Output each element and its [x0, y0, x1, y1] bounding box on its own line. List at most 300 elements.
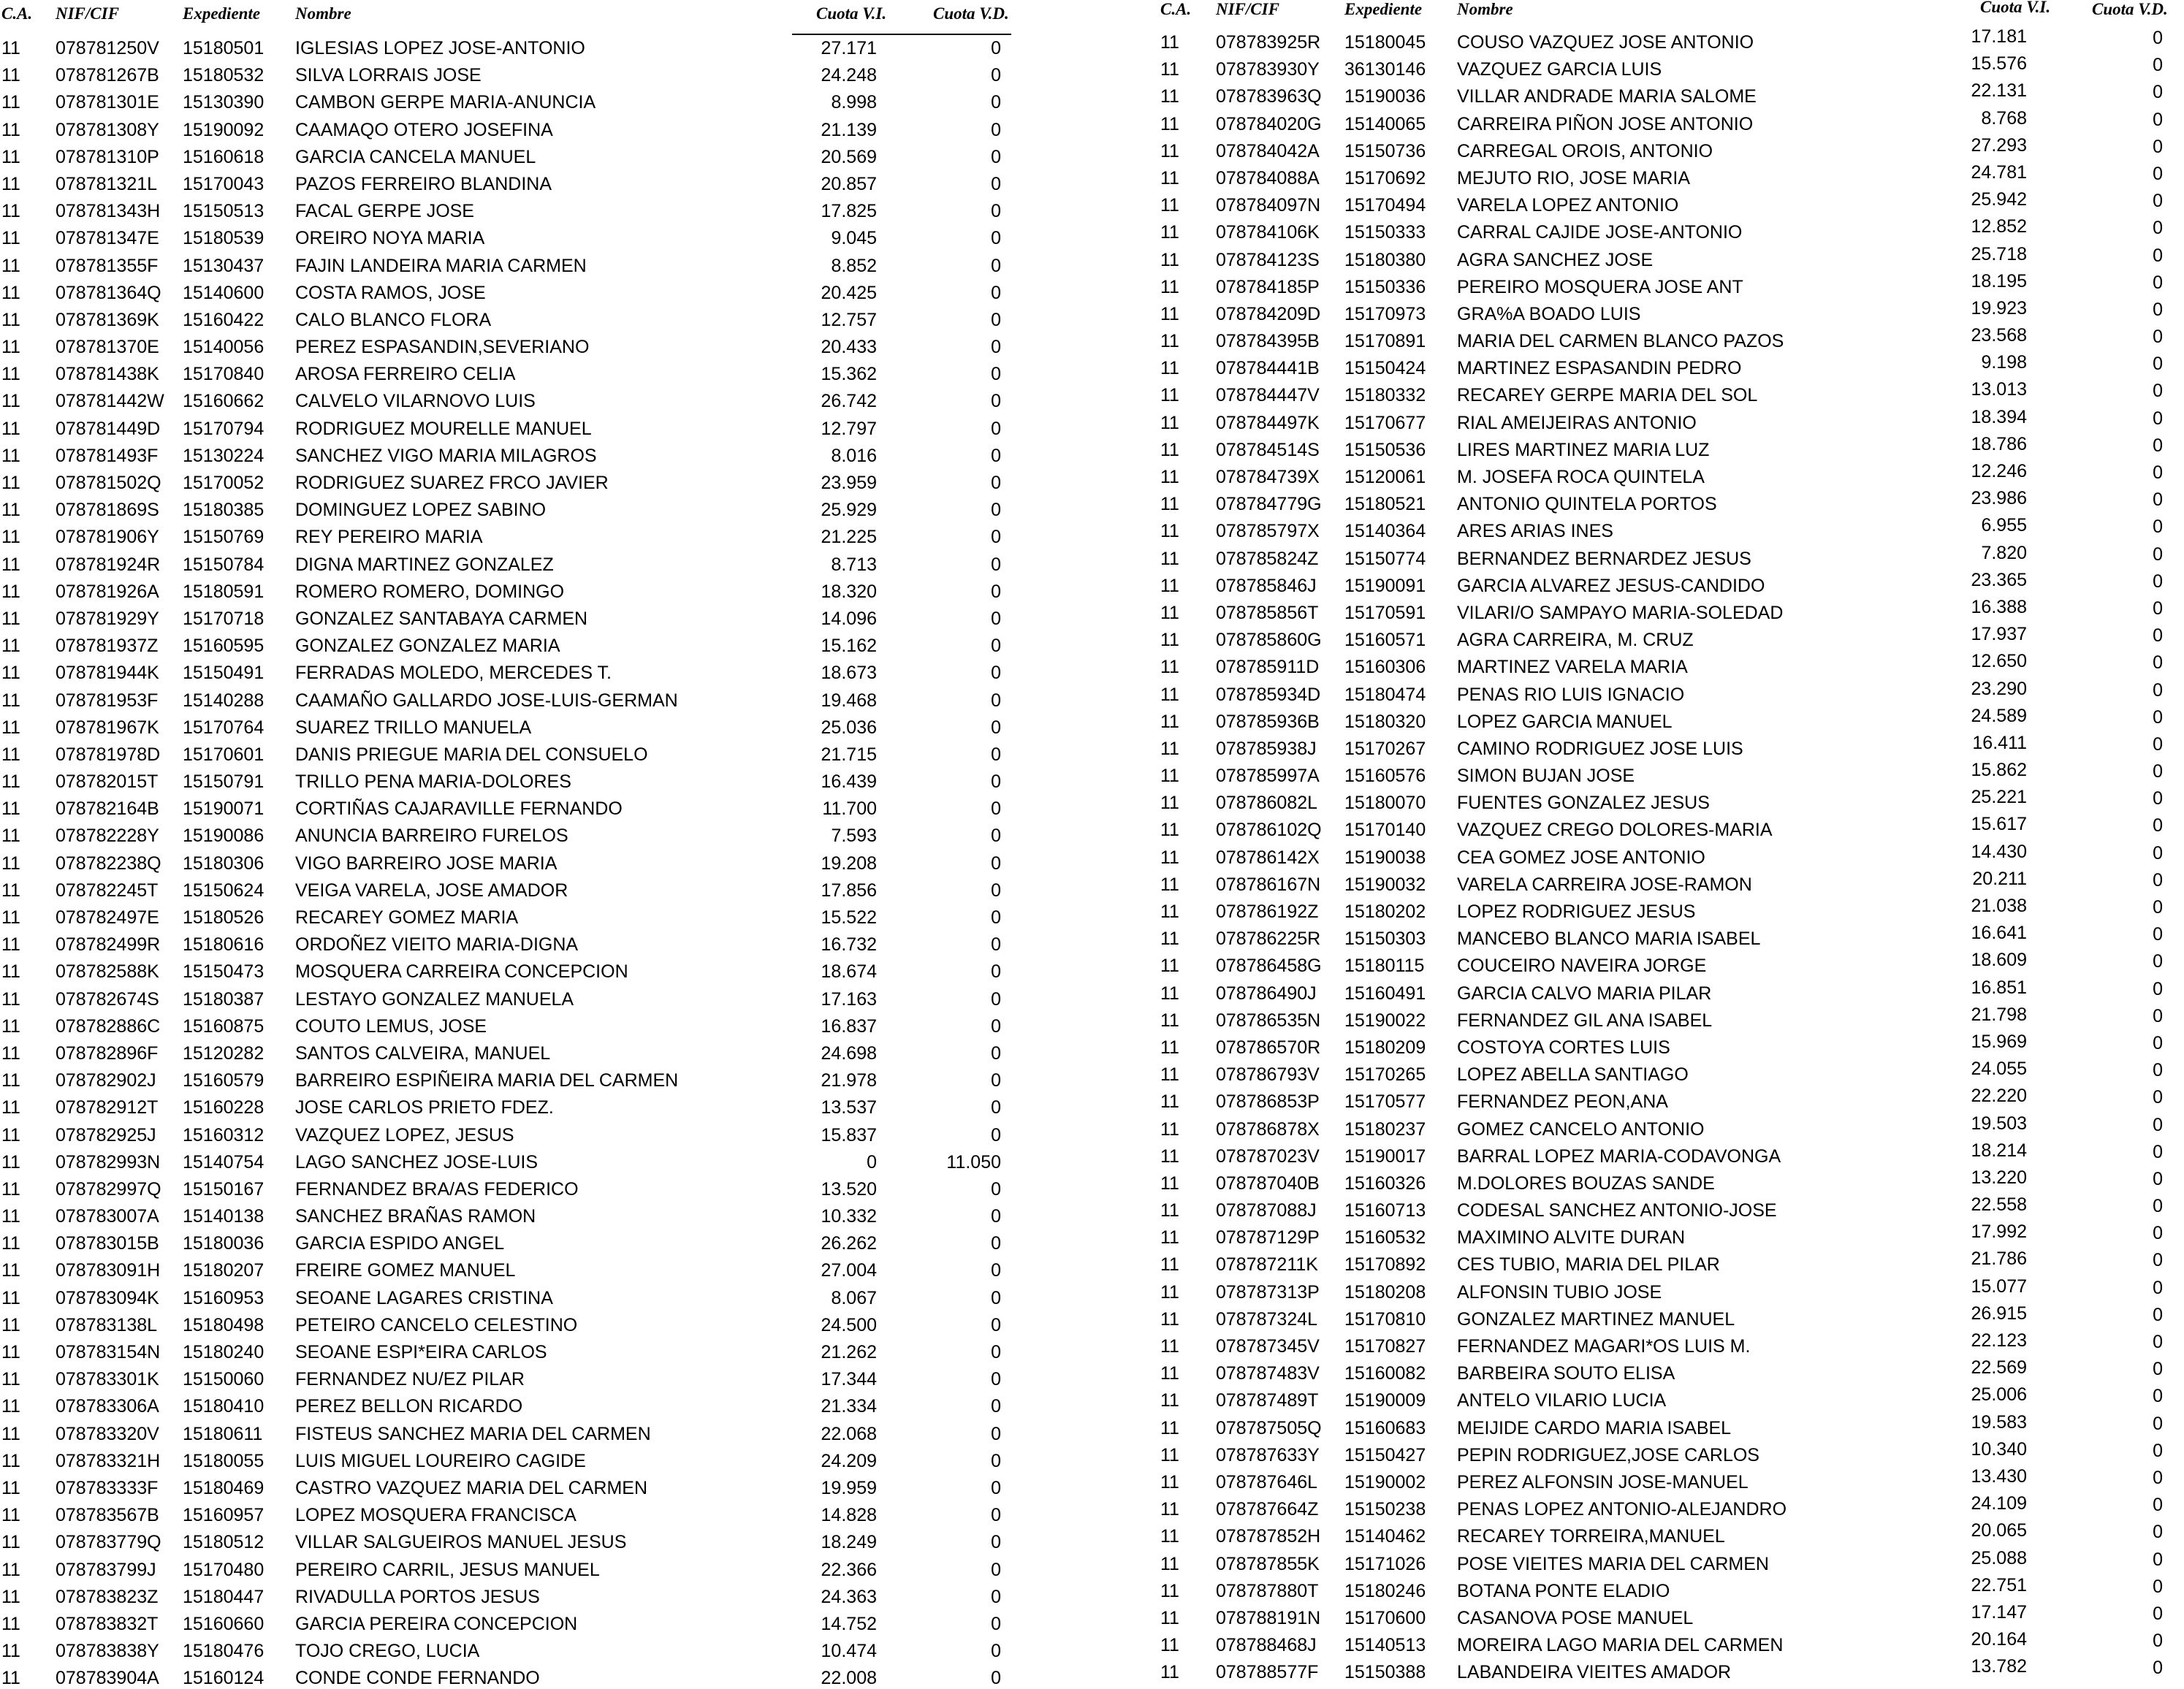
- cell-nif: 078785846J: [1216, 575, 1317, 596]
- cell-cuota-vi: 24.781: [1971, 161, 2027, 183]
- cell-cuota-vi: 20.211: [1972, 868, 2027, 889]
- cell-ca: 11: [1160, 32, 1179, 53]
- cell-cuota-vd: 0: [2153, 1168, 2163, 1189]
- cell-nombre: DOMINGUEZ LOPEZ SABINO: [295, 500, 547, 521]
- cell-nif: 078788577F: [1216, 1662, 1319, 1683]
- cell-cuota-vi: 9.198: [1981, 352, 2027, 373]
- cell-nif: 078781343H: [56, 201, 161, 222]
- cell-cuota-vd: 0: [2153, 516, 2163, 538]
- cell-expediente: 15160228: [183, 1097, 265, 1118]
- table-row: [0, 195, 1038, 222]
- cell-expediente: 15180036: [183, 1233, 265, 1254]
- cell-cuota-vi: 18.320: [821, 581, 877, 602]
- cell-nif: 078784514S: [1216, 439, 1320, 460]
- cell-ca: 11: [1, 1070, 20, 1091]
- cell-cuota-vi: 8.998: [831, 92, 877, 113]
- cell-ca: 11: [1, 1505, 20, 1526]
- table-row: [0, 358, 1038, 385]
- table-row: [0, 929, 1038, 956]
- cell-expediente: 15170677: [1344, 412, 1426, 433]
- cell-nombre: MEJUTO RIO, JOSE MARIA: [1457, 167, 1691, 188]
- cell-cuota-vd: 0: [2153, 1631, 2163, 1652]
- cell-ca: 11: [1160, 1471, 1179, 1492]
- table-row: [0, 1635, 1038, 1662]
- cell-cuota-vi: 25.088: [1971, 1547, 2027, 1568]
- cell-ca: 11: [1160, 1173, 1179, 1194]
- cell-nombre: GARCIA ESPIDO ANGEL: [295, 1233, 505, 1254]
- cell-ca: 11: [1160, 195, 1179, 216]
- table-row: [0, 793, 1038, 820]
- cell-ca: 11: [1160, 1363, 1179, 1384]
- cell-expediente: 15180070: [1344, 793, 1426, 814]
- cell-cuota-vi: 19.468: [821, 690, 877, 711]
- cell-cuota-vi: 12.797: [821, 418, 877, 439]
- cell-nif: 078786167N: [1216, 874, 1321, 895]
- cell-cuota-vd: 0: [991, 1477, 1001, 1498]
- cell-expediente: 15190022: [1344, 1010, 1426, 1031]
- cell-ca: 11: [1, 1613, 20, 1634]
- table-row: [0, 250, 1038, 277]
- table-row: [0, 1662, 1038, 1689]
- cell-nif: 078782886C: [56, 1015, 161, 1037]
- table-row: [0, 1282, 1038, 1309]
- cell-ca: 11: [1, 527, 20, 548]
- cell-nombre: SEOANE LAGARES CRISTINA: [295, 1287, 553, 1308]
- cell-cuota-vd: 0: [991, 282, 1001, 303]
- right-rows: [1160, 26, 2184, 1683]
- cell-cuota-vd: 0: [991, 1505, 1001, 1526]
- cell-expediente: 15160579: [183, 1070, 265, 1091]
- cell-nombre: AGRA SANCHEZ JOSE: [1457, 249, 1654, 270]
- cell-cuota-vi: 15.617: [1971, 814, 2027, 835]
- table-row: [1160, 1357, 2184, 1384]
- table-row: [1160, 1059, 2184, 1086]
- cell-nif: 078783904A: [56, 1668, 159, 1689]
- cell-cuota-vd: 0: [991, 771, 1001, 793]
- cell-expediente: 15180209: [1344, 1037, 1426, 1058]
- cell-cuota-vi: 18.674: [821, 961, 877, 983]
- cell-expediente: 15170840: [183, 364, 265, 385]
- cell-ca: 11: [1, 1668, 20, 1689]
- cell-expediente: 15140600: [183, 282, 265, 303]
- cell-nombre: FREIRE GOMEZ MANUEL: [295, 1260, 516, 1281]
- cell-expediente: 15150336: [1344, 276, 1426, 297]
- cell-nif: 078786793V: [1216, 1064, 1320, 1086]
- cell-nombre: FACAL GERPE JOSE: [295, 201, 474, 222]
- cell-ca: 11: [1, 1641, 20, 1662]
- cell-nif: 078782997Q: [56, 1178, 161, 1200]
- table-row: [1160, 379, 2184, 406]
- cell-expediente: 15160618: [183, 146, 265, 167]
- header-cuota-vd: Cuota V.D.: [933, 4, 1009, 23]
- cell-nombre: GONZALEZ SANTABAYA CARMEN: [295, 608, 588, 629]
- table-row: [1160, 1602, 2184, 1629]
- cell-cuota-vd: 0: [991, 581, 1001, 602]
- cell-ca: 11: [1, 988, 20, 1010]
- cell-expediente: 15140056: [183, 337, 265, 358]
- cell-nif: 078782499R: [56, 934, 161, 956]
- cell-cuota-vi: 18.249: [821, 1532, 877, 1553]
- cell-cuota-vd: 0: [2153, 381, 2163, 402]
- cell-nif: 078783799J: [56, 1559, 156, 1580]
- cell-nombre: CAMINO RODRIGUEZ JOSE LUIS: [1457, 738, 1743, 759]
- cell-expediente: 15120061: [1344, 467, 1426, 487]
- cell-cuota-vd: 0: [991, 853, 1001, 874]
- cell-nif: 078788468J: [1216, 1635, 1317, 1656]
- cell-nombre: PEREZ ALFONSIN JOSE-MANUEL: [1457, 1471, 1749, 1492]
- header-expediente: Expediente: [1344, 0, 1423, 18]
- cell-cuota-vi: 19.959: [821, 1477, 877, 1498]
- cell-cuota-vi: 16.439: [821, 771, 877, 793]
- cell-nombre: CONDE CONDE FERNANDO: [295, 1668, 540, 1689]
- cell-ca: 11: [1, 473, 20, 493]
- table-row: [0, 1445, 1038, 1472]
- cell-ca: 11: [1160, 1635, 1179, 1656]
- cell-cuota-vd: 0: [2153, 1603, 2163, 1624]
- header-nombre: Nombre: [1457, 0, 1513, 18]
- cell-nif: 078782912T: [56, 1097, 159, 1118]
- cell-ca: 11: [1, 690, 20, 711]
- cell-cuota-vi: 23.959: [821, 473, 877, 493]
- cell-expediente: 15190002: [1344, 1471, 1426, 1492]
- cell-nif: 078787664Z: [1216, 1499, 1319, 1520]
- cell-nif: 078781310P: [56, 146, 159, 167]
- table-row: [0, 901, 1038, 929]
- cell-cuota-vd: 0: [2153, 1196, 2163, 1217]
- table-row: [0, 630, 1038, 657]
- cell-expediente: 15150513: [183, 201, 265, 222]
- cell-cuota-vi: 15.522: [821, 907, 877, 928]
- cell-ca: 11: [1, 255, 20, 276]
- right-header-row: [1160, 0, 2184, 26]
- cell-cuota-vi: 20.433: [821, 337, 877, 358]
- cell-cuota-vd: 0: [2153, 1032, 2163, 1053]
- cell-nif: 078781978D: [56, 744, 161, 765]
- cell-cuota-vi: 25.929: [821, 500, 877, 521]
- cell-nif: 078787855K: [1216, 1553, 1320, 1574]
- cell-expediente: 15171026: [1344, 1553, 1426, 1574]
- cell-cuota-vi: 8.768: [1981, 107, 2027, 129]
- cell-cuota-vi: 10.340: [1971, 1438, 2027, 1460]
- cell-expediente: 15160532: [1344, 1227, 1426, 1248]
- cell-cuota-vd: 0: [2153, 897, 2163, 918]
- cell-ca: 11: [1160, 793, 1179, 814]
- cell-ca: 11: [1, 119, 20, 140]
- cell-cuota-vi: 24.363: [821, 1586, 877, 1607]
- cell-cuota-vi: 24.698: [821, 1042, 877, 1064]
- cell-expediente: 15160595: [183, 636, 265, 657]
- cell-nombre: SANCHEZ BRAÑAS RAMON: [295, 1206, 536, 1227]
- cell-ca: 11: [1, 608, 20, 629]
- cell-ca: 11: [1160, 1037, 1179, 1058]
- table-row: [1160, 26, 2184, 53]
- cell-expediente: 15160875: [183, 1015, 265, 1037]
- cell-ca: 11: [1, 1287, 20, 1308]
- table-row: [1160, 488, 2184, 515]
- cell-ca: 11: [1, 826, 20, 847]
- cell-expediente: 15150784: [183, 554, 265, 575]
- table-row: [1160, 216, 2184, 243]
- table-row: [1160, 624, 2184, 651]
- cell-cuota-vi: 13.782: [1971, 1656, 2027, 1677]
- cell-nif: 078782896F: [56, 1042, 159, 1064]
- cell-cuota-vi: 15.862: [1971, 760, 2027, 781]
- cell-nif: 078786490J: [1216, 983, 1317, 1004]
- header-nif: NIF/CIF: [1216, 0, 1279, 18]
- cell-nombre: CARRAL CAJIDE JOSE-ANTONIO: [1457, 222, 1743, 243]
- cell-nombre: VEIGA VARELA, JOSE AMADOR: [295, 880, 568, 901]
- cell-nombre: PEREIRO CARRIL, JESUS MANUEL: [295, 1559, 600, 1580]
- cell-ca: 11: [1160, 358, 1179, 379]
- cell-nombre: MARTINEZ VARELA MARIA: [1457, 657, 1688, 678]
- cell-nombre: GRA%A BOADO LUIS: [1457, 303, 1641, 324]
- cell-ca: 11: [1160, 1281, 1179, 1303]
- cell-cuota-vi: 8.067: [831, 1287, 877, 1308]
- cell-nombre: VAZQUEZ LOPEZ, JESUS: [295, 1124, 514, 1145]
- cell-cuota-vd: 0: [991, 473, 1001, 493]
- cell-nombre: GARCIA CANCELA MANUEL: [295, 146, 536, 167]
- cell-ca: 11: [1, 1260, 20, 1281]
- cell-ca: 11: [1160, 1254, 1179, 1276]
- table-row: [1160, 189, 2184, 216]
- cell-expediente: 15180521: [1344, 494, 1426, 515]
- cell-ca: 11: [1, 146, 20, 167]
- cell-cuota-vi: 22.558: [1971, 1194, 2027, 1216]
- cell-cuota-vd: 0: [991, 1586, 1001, 1607]
- cell-ca: 11: [1160, 494, 1179, 515]
- cell-cuota-vd: 0: [2153, 1522, 2163, 1543]
- table-row: [1160, 1113, 2184, 1140]
- cell-cuota-vi: 26.742: [821, 391, 877, 412]
- cell-nif: 078781937Z: [56, 636, 159, 657]
- cell-cuota-vi: 8.713: [831, 554, 877, 575]
- cell-cuota-vd: 0: [2153, 1576, 2163, 1597]
- cell-expediente: 15150303: [1344, 929, 1426, 950]
- cell-nombre: CALO BLANCO FLORA: [295, 309, 492, 330]
- cell-cuota-vd: 0: [991, 65, 1001, 86]
- cell-cuota-vd: 0: [2153, 1114, 2163, 1135]
- cell-nif: 078783306A: [56, 1396, 159, 1417]
- cell-cuota-vd: 0: [991, 798, 1001, 820]
- cell-cuota-vi: 15.162: [821, 636, 877, 657]
- cell-cuota-vd: 0: [2153, 842, 2163, 863]
- cell-ca: 11: [1160, 167, 1179, 188]
- cell-nif: 078784185P: [1216, 276, 1320, 297]
- cell-ca: 11: [1, 1477, 20, 1498]
- cell-ca: 11: [1, 1206, 20, 1227]
- table-row: [1160, 733, 2184, 760]
- cell-cuota-vi: 14.828: [821, 1505, 877, 1526]
- cell-cuota-vi: 15.077: [1971, 1276, 2027, 1297]
- cell-nombre: CAAMAQO OTERO JOSEFINA: [295, 119, 553, 140]
- cell-cuota-vd: 0: [991, 445, 1001, 466]
- cell-cuota-vd: 0: [991, 1450, 1001, 1471]
- cell-cuota-vd: 0: [991, 1260, 1001, 1281]
- cell-cuota-vd: 0: [2153, 815, 2163, 836]
- cell-nif: 078787345V: [1216, 1336, 1320, 1357]
- cell-nif: 078783963Q: [1216, 86, 1322, 107]
- cell-ca: 11: [1, 38, 20, 58]
- table-row: [0, 1526, 1038, 1553]
- cell-expediente: 15150060: [183, 1369, 265, 1390]
- cell-ca: 11: [1, 1042, 20, 1064]
- cell-ca: 11: [1, 418, 20, 439]
- cell-cuota-vd: 0: [2153, 1005, 2163, 1026]
- cell-cuota-vi: 16.641: [1971, 923, 2027, 944]
- table-row: [1160, 461, 2184, 488]
- cell-cuota-vd: 0: [991, 527, 1001, 548]
- cell-cuota-vi: 15.362: [821, 364, 877, 385]
- cell-cuota-vd: 0: [991, 255, 1001, 276]
- cell-ca: 11: [1, 1015, 20, 1037]
- cell-expediente: 15160576: [1344, 766, 1426, 787]
- cell-cuota-vi: 19.208: [821, 853, 877, 874]
- cell-ca: 11: [1160, 113, 1179, 134]
- cell-cuota-vi: 17.937: [1971, 624, 2027, 645]
- cell-expediente: 15180616: [183, 934, 265, 956]
- cell-ca: 11: [1160, 1145, 1179, 1167]
- cell-ca: 11: [1160, 1308, 1179, 1330]
- table-row: [1160, 1466, 2184, 1493]
- cell-expediente: 15170600: [1344, 1607, 1426, 1628]
- cell-cuota-vi: 25.006: [1971, 1384, 2027, 1406]
- cell-nif: 078784739X: [1216, 467, 1320, 487]
- cell-nombre: LESTAYO GONZALEZ MANUELA: [295, 988, 574, 1010]
- table-row: [0, 114, 1038, 141]
- cell-cuota-vd: 0: [2153, 625, 2163, 647]
- cell-cuota-vd: 0: [2153, 679, 2163, 701]
- cell-nif: 078784042A: [1216, 140, 1320, 161]
- table-row: [1160, 1086, 2184, 1113]
- cell-cuota-vi: 14.096: [821, 608, 877, 629]
- cell-cuota-vd: 0: [2153, 218, 2163, 239]
- cell-expediente: 15180385: [183, 500, 265, 521]
- cell-cuota-vd: 0: [991, 1559, 1001, 1580]
- cell-cuota-vi: 13.013: [1971, 379, 2027, 400]
- cell-cuota-vd: 0: [2153, 1440, 2163, 1461]
- cell-nif: 078787852H: [1216, 1526, 1321, 1547]
- cell-expediente: 15180240: [183, 1342, 265, 1362]
- cell-ca: 11: [1160, 874, 1179, 895]
- cell-ca: 11: [1160, 1662, 1179, 1683]
- cell-nombre: BARREIRO ESPIÑEIRA MARIA DEL CARMEN: [295, 1070, 679, 1091]
- table-row: [0, 1010, 1038, 1037]
- cell-ca: 11: [1160, 684, 1179, 705]
- table-row: [0, 168, 1038, 195]
- cell-nif: 078783094K: [56, 1287, 159, 1308]
- cell-cuota-vd: 0: [991, 663, 1001, 684]
- table-row: [1160, 271, 2184, 298]
- cell-nif: 078785997A: [1216, 766, 1320, 787]
- cell-nombre: RECAREY TORREIRA,MANUEL: [1457, 1526, 1725, 1547]
- cell-nif: 078786082L: [1216, 793, 1318, 814]
- table-row: [0, 59, 1038, 86]
- table-row: [1160, 1167, 2184, 1194]
- cell-nombre: LAGO SANCHEZ JOSE-LUIS: [295, 1151, 539, 1173]
- cell-cuota-vd: 0: [2153, 598, 2163, 619]
- cell-expediente: 15180410: [183, 1396, 265, 1417]
- left-rows: [0, 32, 1038, 1689]
- cell-cuota-vd: 0: [2153, 1658, 2163, 1679]
- cell-nif: 078782588K: [56, 961, 159, 983]
- cell-ca: 11: [1160, 1526, 1179, 1547]
- cell-cuota-vd: 0: [2153, 652, 2163, 674]
- table-row: [1160, 352, 2184, 379]
- cell-nif: 078786535N: [1216, 1010, 1321, 1031]
- cell-nif: 078785860G: [1216, 630, 1322, 651]
- cell-nombre: ANTELO VILARIO LUCIA: [1457, 1390, 1667, 1411]
- cell-nif: 078783333F: [56, 1477, 159, 1498]
- table-row: [0, 331, 1038, 358]
- table-row: [1160, 80, 2184, 107]
- cell-expediente: 15170764: [183, 717, 265, 738]
- cell-nombre: LOPEZ GARCIA MANUEL: [1457, 711, 1673, 732]
- cell-nif: 078781267B: [56, 65, 159, 86]
- cell-ca: 11: [1160, 59, 1179, 80]
- cell-cuota-vi: 17.181: [1971, 26, 2027, 47]
- cell-cuota-vd: 0: [2153, 1413, 2163, 1434]
- cell-expediente: 15190086: [183, 826, 265, 847]
- table-row: [1160, 1303, 2184, 1330]
- cell-expediente: 15160957: [183, 1505, 265, 1526]
- cell-cuota-vd: 0: [2153, 191, 2163, 212]
- cell-ca: 11: [1, 1124, 20, 1145]
- table-row: [0, 1363, 1038, 1390]
- cell-cuota-vi: 14.752: [821, 1613, 877, 1634]
- table-row: [1160, 1276, 2184, 1303]
- cell-nif: 078783320V: [56, 1423, 159, 1444]
- cell-cuota-vi: 17.992: [1971, 1221, 2027, 1243]
- cell-cuota-vi: 21.786: [1971, 1248, 2027, 1270]
- cell-expediente: 15180526: [183, 907, 265, 928]
- cell-ca: 11: [1160, 1499, 1179, 1520]
- cell-nombre: MAXIMINO ALVITE DURAN: [1457, 1227, 1686, 1248]
- cell-expediente: 15190038: [1344, 847, 1426, 868]
- cell-cuota-vd: 0: [2153, 28, 2163, 48]
- cell-expediente: 15140754: [183, 1151, 265, 1173]
- cell-cuota-vd: 0: [2153, 1386, 2163, 1407]
- table-row: [1160, 298, 2184, 325]
- cell-expediente: 15180045: [1344, 32, 1426, 53]
- table-row: [1160, 135, 2184, 162]
- cell-nif: 078781355F: [56, 255, 159, 276]
- cell-ca: 11: [1, 636, 20, 657]
- cell-expediente: 36130146: [1344, 59, 1426, 80]
- cell-nombre: RODRIGUEZ MOURELLE MANUEL: [295, 418, 592, 439]
- cell-cuota-vd: 0: [2153, 55, 2163, 76]
- cell-cuota-vd: 0: [991, 1613, 1001, 1634]
- header-ca: C.A.: [1, 4, 33, 23]
- cell-expediente: 15190009: [1344, 1390, 1426, 1411]
- cell-expediente: 15150238: [1344, 1499, 1426, 1520]
- cell-nombre: CORTIÑAS CAJARAVILLE FERNANDO: [295, 798, 623, 820]
- cell-nombre: M. JOSEFA ROCA QUINTELA: [1457, 467, 1705, 487]
- cell-ca: 11: [1, 445, 20, 466]
- table-row: [1160, 597, 2184, 624]
- cell-ca: 11: [1160, 140, 1179, 161]
- cell-cuota-vi: 24.209: [821, 1450, 877, 1471]
- table-row: [1160, 1520, 2184, 1547]
- cell-ca: 11: [1160, 249, 1179, 270]
- cell-expediente: 15180202: [1344, 901, 1426, 922]
- cell-nif: 078783930Y: [1216, 59, 1320, 80]
- cell-cuota-vd: 0: [991, 337, 1001, 358]
- cell-cuota-vd: 0: [991, 880, 1001, 901]
- cell-nombre: RODRIGUEZ SUAREZ FRCO JAVIER: [295, 473, 609, 493]
- cell-nif: 078781953F: [56, 690, 159, 711]
- cell-nif: 078781906Y: [56, 527, 159, 548]
- cell-ca: 11: [1, 282, 20, 303]
